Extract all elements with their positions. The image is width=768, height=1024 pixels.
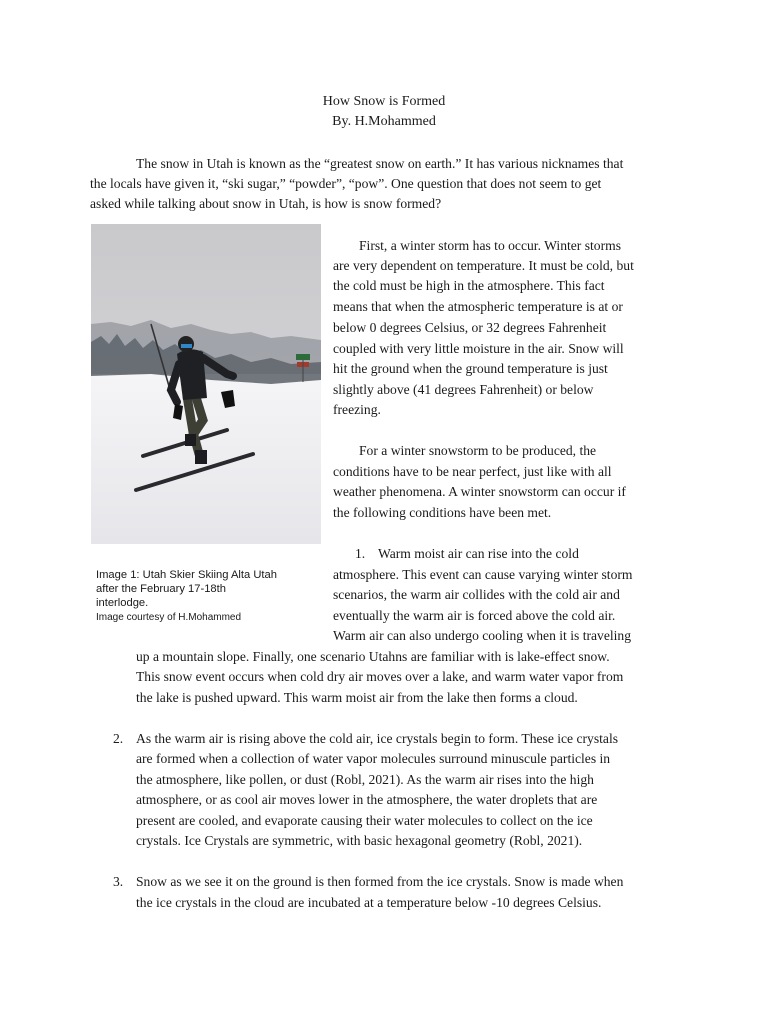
para2-line: weather phenomena. A winter snowstorm can occur if bbox=[333, 484, 626, 499]
para1-line: means that when the atmospheric temperature is at or bbox=[333, 299, 623, 314]
list-item-line: the lake is pushed upward. This warm moist air from the lake then forms a cloud. bbox=[136, 690, 578, 705]
intro-line: the locals have given it, “ski sugar,” “powder”, “pow”. One question that does not seem to get bbox=[90, 176, 602, 191]
document-byline: By. H.Mohammed bbox=[332, 114, 436, 129]
image-caption-line: after the February 17-18th bbox=[96, 583, 226, 595]
list-item-number: 1. bbox=[355, 546, 366, 561]
list-item-line: This snow event occurs when cold dry air moves over a lake, and warm water vapor from bbox=[136, 669, 624, 684]
list-item-line: up a mountain slope. Finally, one scenario Utahns are familiar with is lake-effect snow. bbox=[136, 649, 610, 664]
para1-line: coupled with very little moisture in the air. Snow will bbox=[333, 341, 624, 356]
list-item-number: 2. bbox=[113, 731, 124, 746]
list-item-line: Warm air can also undergo cooling when it is traveling bbox=[333, 628, 632, 643]
list-item-line: As the warm air is rising above the cold air, ice crystals begin to form. These ice crystals bbox=[136, 731, 619, 746]
skier-photo-illustration bbox=[91, 224, 321, 544]
para1-line: hit the ground when the ground temperature is just bbox=[333, 361, 608, 376]
para1-line: below 0 degrees Celsius, or 32 degrees Fahrenheit bbox=[333, 320, 607, 335]
para1-line: are very dependent on temperature. It must be cold, but bbox=[333, 258, 634, 273]
list-item-line: scenarios, the warm air collides with the cold air and bbox=[333, 587, 620, 602]
list-item-line: eventually the warm air is forced above the cold air. bbox=[333, 608, 616, 623]
list-item-line: atmosphere. This event can cause varying winter storm bbox=[333, 567, 633, 582]
list-item-line: the atmosphere, like pollen, or dust (Robl, 2021). As the warm air rises into the high bbox=[136, 772, 594, 787]
intro-line: asked while talking about snow in Utah, is how is snow formed? bbox=[90, 196, 442, 211]
para2-line: For a winter snowstorm to be produced, the bbox=[359, 443, 597, 458]
list-item-line: crystals. Ice Crystals are symmetric, with basic hexagonal geometry (Robl, 2021). bbox=[136, 833, 583, 848]
image-caption-line: Image 1: Utah Skier Skiing Alta Utah bbox=[96, 569, 277, 581]
list-item-line: atmosphere, or as cool air moves lower in the atmosphere, the water droplets that are bbox=[136, 792, 598, 807]
document-title: How Snow is Formed bbox=[322, 94, 446, 109]
skier-photo bbox=[91, 224, 321, 544]
intro-line: The snow in Utah is known as the “greatest snow on earth.” It has various nicknames that bbox=[136, 156, 624, 171]
para1-line: freezing. bbox=[333, 402, 381, 417]
para1-line: slightly above (41 degrees Fahrenheit) or below bbox=[333, 382, 594, 397]
para1-line: the cold must be high in the atmosphere. This fact bbox=[333, 278, 605, 293]
list-item-number: 3. bbox=[113, 874, 124, 889]
list-item-line: Warm moist air can rise into the cold bbox=[378, 546, 579, 561]
para2-line: conditions have to be near perfect, just like with all bbox=[333, 464, 612, 479]
list-item-line: the ice crystals in the cloud are incubated at a temperature below -10 degrees Celsius. bbox=[136, 895, 602, 910]
para2-line: the following conditions have been met. bbox=[333, 505, 552, 520]
para1-line: First, a winter storm has to occur. Winter storms bbox=[359, 238, 621, 253]
list-item-line: are formed when a collection of water vapor molecules surround minuscule particles in bbox=[136, 751, 611, 766]
list-item-line: present are cooled, and evaporate causing their water molecules to collect on the ice bbox=[136, 813, 593, 828]
image-caption-line: interlodge. bbox=[96, 597, 149, 609]
image-caption-credit: Image courtesy of H.Mohammed bbox=[96, 612, 242, 623]
list-item-line: Snow as we see it on the ground is then formed from the ice crystals. Snow is made when bbox=[136, 874, 624, 889]
